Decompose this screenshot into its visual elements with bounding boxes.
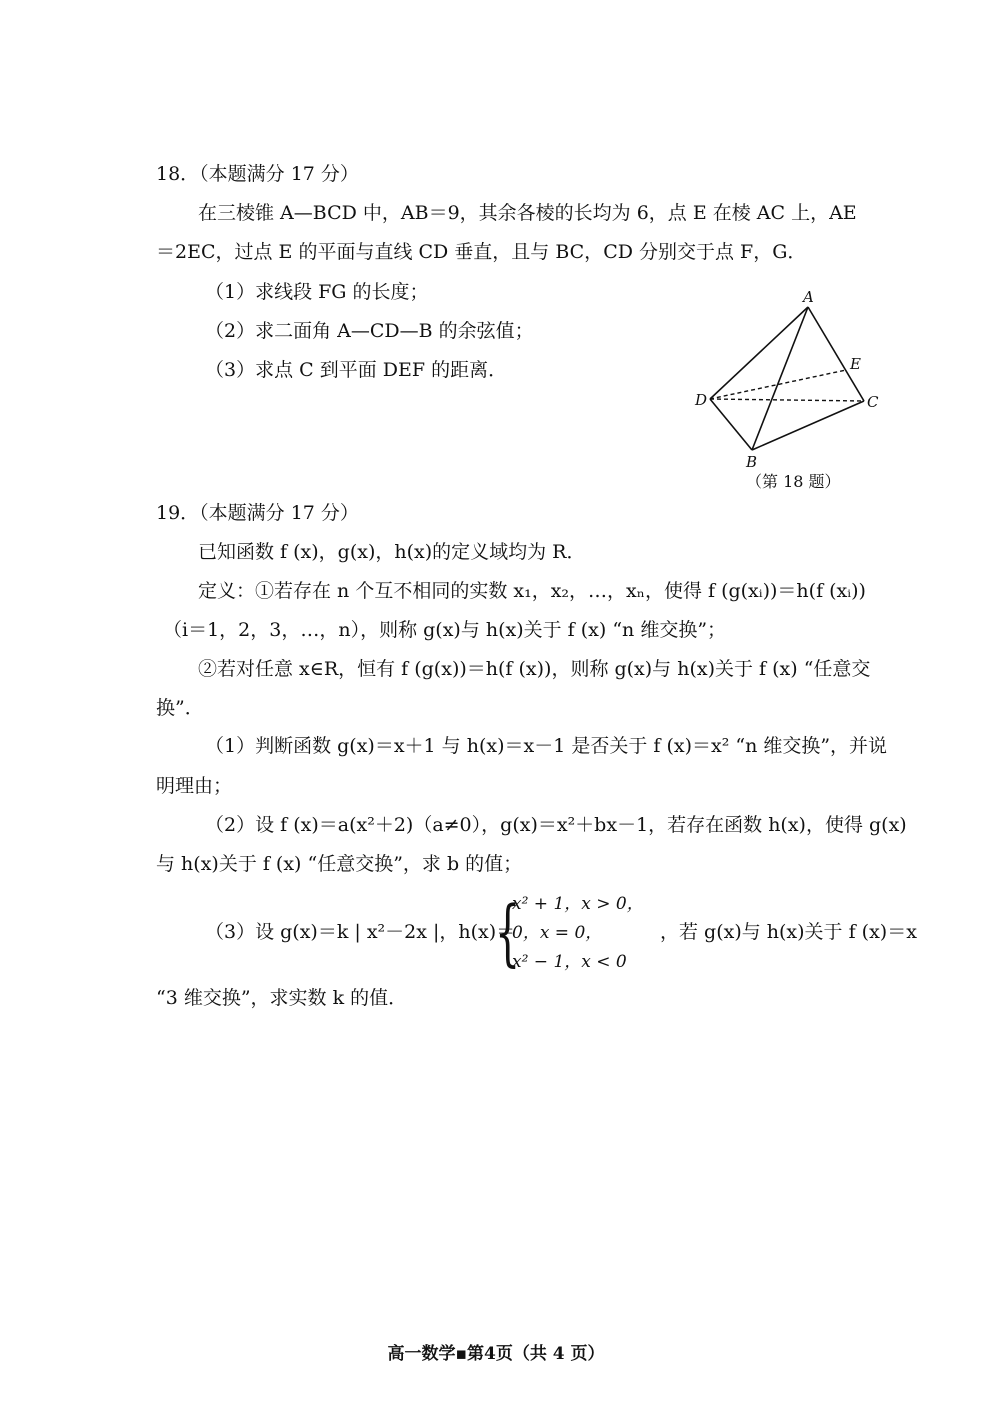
q19-definition-2-cont: 换”． xyxy=(156,697,204,719)
q19-part-2-cont: 与 h(x)关于 f (x) “任意交换”，求 b 的值； xyxy=(156,853,523,875)
q18-heading: 18．（本题满分 17 分） xyxy=(156,163,359,185)
label-E: E xyxy=(850,355,861,373)
q19-part-1-cont: 明理由； xyxy=(156,775,233,797)
edge-AC xyxy=(808,307,864,401)
q19-definition-1-cont: （i＝1，2，3，…，n），则称 g(x)与 h(x)关于 f (x) “n 维交换”； xyxy=(163,619,727,641)
q18-tetrahedron-figure xyxy=(690,285,890,470)
q19-heading: 19．（本题满分 17 分） xyxy=(156,502,359,524)
q19-part-2: （2）设 f (x)＝a(x²＋2)（a≠0），g(x)＝x²＋bx－1，若存在函数 h(x)，使得 g(x) xyxy=(205,814,907,836)
q18-part-2: （2）求二面角 A—CD—B 的余弦值； xyxy=(205,320,534,342)
q19-intro: 已知函数 f (x)，g(x)，h(x)的定义域均为 R． xyxy=(198,541,586,563)
q19-part-1: （1）判断函数 g(x)＝x＋1 与 h(x)＝x－1 是否关于 f (x)＝x² “n 维交换”，并说 xyxy=(205,735,888,757)
edge-DB xyxy=(710,399,752,450)
edge-AD xyxy=(710,307,808,399)
q18-part-1: （1）求线段 FG 的长度； xyxy=(205,281,429,303)
piecewise-brace: { xyxy=(495,890,521,974)
label-C: C xyxy=(867,393,879,411)
q19-definition-1: 定义：①若存在 n 个互不相同的实数 x₁，x₂，…，xₙ，使得 f (g(xᵢ))＝h(f (xᵢ)) xyxy=(198,580,866,602)
q19-definition-2: ②若对任意 x∈R，恒有 f (g(x))＝h(f (x))，则称 g(x)与 h(x)关于 f (x) “任意交 xyxy=(198,658,871,680)
q19-part-3-end: “3 维交换”，求实数 k 的值． xyxy=(156,987,408,1009)
label-B: B xyxy=(746,453,758,470)
q19-part-3-cont: ，若 g(x)与 h(x)关于 f (x)＝x xyxy=(660,921,917,943)
q18-stem-line-2: ＝2EC，过点 E 的平面与直线 CD 垂直，且与 BC，CD 分别交于点 F，G． xyxy=(156,241,807,263)
q19-part-3: （3）设 g(x)＝k | x²－2x |，h(x)＝ xyxy=(205,921,516,943)
piecewise-case-2: 0，x = 0， xyxy=(512,923,603,943)
piecewise-case-1: x² + 1，x > 0， xyxy=(512,894,644,914)
label-A: A xyxy=(803,288,814,306)
q18-figure-caption: （第 18 题） xyxy=(746,472,841,491)
page-footer: 高一数学▪第4页（共 4 页） xyxy=(387,1344,605,1364)
q18-part-3: （3）求点 C 到平面 DEF 的距离． xyxy=(205,359,508,381)
q18-stem-line-1: 在三棱锥 A—BCD 中，AB＝9，其余各棱的长均为 6，点 E 在棱 AC 上，AE xyxy=(198,202,857,224)
piecewise-case-3: x² − 1，x < 0 xyxy=(512,952,627,972)
edge-DC-dashed xyxy=(710,399,864,401)
label-D: D xyxy=(695,391,708,409)
